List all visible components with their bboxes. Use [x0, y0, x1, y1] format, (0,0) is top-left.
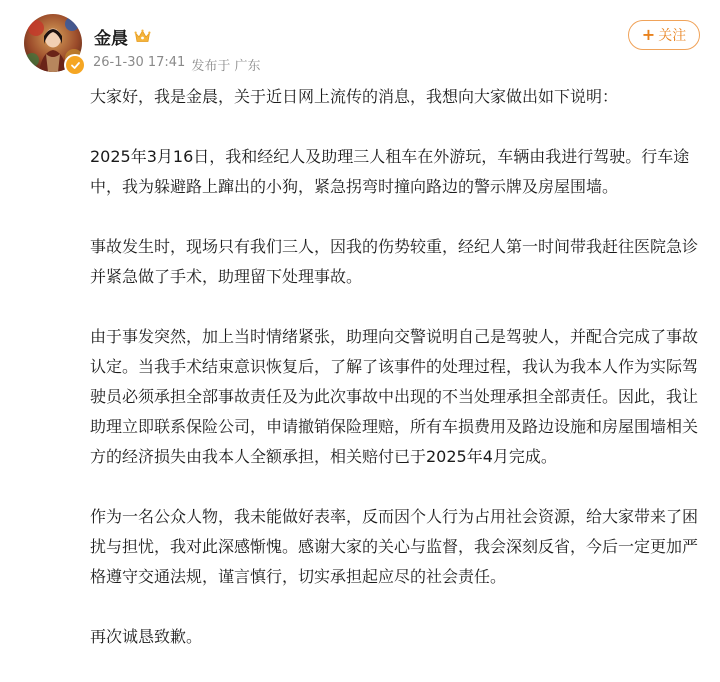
post-source: 发布于 广东	[191, 59, 261, 74]
paragraph-incident: 2025年3月16日，我和经纪人及助理三人租车在外游玩，车辆由我进行驾驶。行车途中，我为躲避路上蹿出的小狗，紧急拐弯时撞向路边的警示牌及房屋围墙。	[90, 147, 690, 196]
paragraph-aftermath: 事故发生时，现场只有我们三人，因我的伤势较重，经纪人第一时间带我赶往医院急诊并紧急做了手术，助理留下处理事故。	[90, 237, 699, 286]
paragraph-greeting: 大家好，我是金晨，关于近日网上流传的消息，我想向大家做出如下说明：	[90, 87, 619, 106]
avatar[interactable]	[24, 14, 82, 72]
plus-icon: +	[641, 25, 656, 44]
post-content	[90, 82, 702, 682]
username-row	[94, 24, 151, 49]
follow-button[interactable]	[628, 20, 700, 50]
username[interactable]: 金晨	[94, 29, 128, 49]
crown-icon[interactable]	[134, 29, 151, 44]
paragraph-closing: 再次诚恳致歉。	[90, 627, 203, 646]
verified-badge-icon	[64, 54, 86, 76]
post-meta	[93, 55, 260, 74]
paragraph-responsibility: 由于事发突然，加上当时情绪紧张，助理向交警说明自己是驾驶人，并配合完成了事故认定。当我手术结束意识恢复后，了解了该事件的处理过程，我认为我本人作为实际驾驶员必须承担全部事故责任及为此次事故中出现的不当处理承担全部责任。因此，我让助理立即联系保险公司，申请撤销保险理赔，所有车损费用及路边设施和房屋围墙相关方的经济损失由我本人全额承担，相关赔付已于2025年4月完成。	[90, 327, 699, 466]
paragraph-apology: 作为一名公众人物，我未能做好表率，反而因个人行为占用社会资源，给大家带来了困扰与担忧，我对此深感惭愧。感谢大家的关心与监督，我会深刻反省，今后一定更加严格遵守交通法规，谨言慎行，切实承担起应尽的社会责任。	[90, 507, 699, 586]
follow-label: 关注	[658, 28, 687, 44]
post-time[interactable]: 26-1-30 17:41	[93, 55, 186, 70]
